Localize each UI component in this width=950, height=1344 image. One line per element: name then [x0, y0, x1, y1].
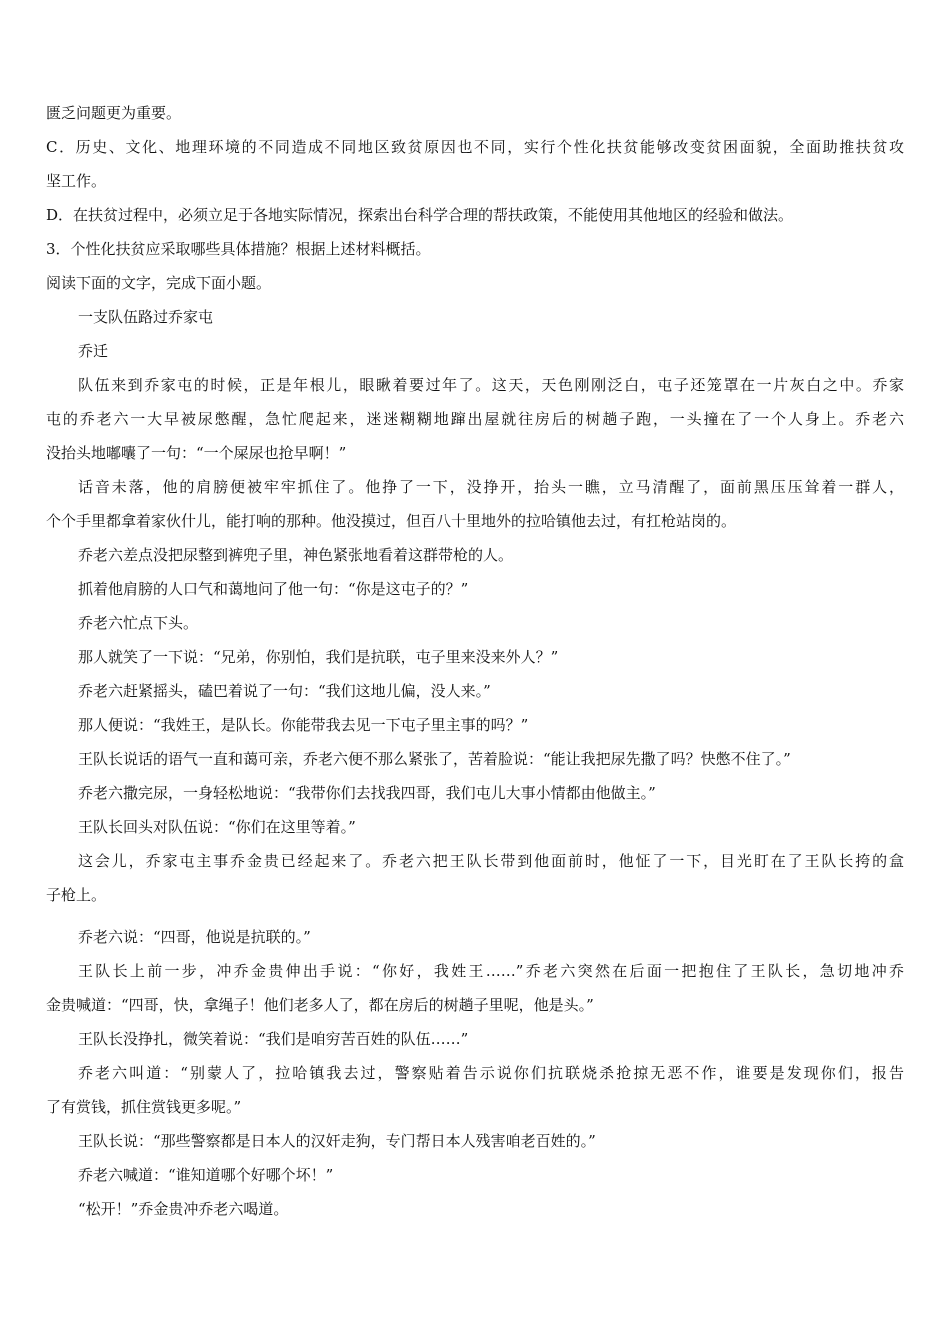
text-line: 话音未落，他的肩膀便被牢牢抓住了。他挣了一下，没挣开，抬头一瞧，立马清醒了，面前黑压压耸着一群人， — [78, 478, 904, 496]
text-line: 队伍来到乔家屯的时候，正是年根儿，眼瞅着要过年了。这天，天色刚刚泛白，屯子还笼罩在一片灰白之中。乔家 — [78, 376, 904, 394]
text-line: 王队长没挣扎，微笑着说：“我们是咱穷苦百姓的队伍……” — [78, 1030, 469, 1048]
text-line: 乔老六忙点下头。 — [78, 614, 199, 632]
text-line: 匮乏问题更为重要。 — [46, 104, 182, 122]
text-line: 这会儿，乔家屯主事乔金贵已经起来了。乔老六把王队长带到他面前时，他怔了一下，目光盯在了王队长挎的盒 — [78, 852, 904, 870]
text-line: 王队长上前一步，冲乔金贵伸出手说：“你好，我姓王……”乔老六突然在后面一把抱住了王队长，急切地冲乔 — [78, 962, 904, 980]
text-line: 抓着他肩膀的人口气和蔼地问了他一句：“你是这屯子的？” — [78, 580, 469, 598]
text-line: C．历史、文化、地理环境的不同造成不同地区致贫原因也不同，实行个性化扶贫能够改变贫困面貌，全面助推扶贫攻 — [46, 138, 904, 156]
text-line: 阅读下面的文字，完成下面小题。 — [46, 274, 272, 292]
text-line: 那人便说：“我姓王，是队长。你能带我去见一下屯子里主事的吗？” — [78, 716, 529, 734]
text-line: 乔迁 — [78, 342, 109, 360]
text-line: 乔老六喊道：“谁知道哪个好哪个坏！” — [78, 1166, 334, 1184]
text-line: 3．个性化扶贫应采取哪些具体措施？根据上述材料概括。 — [46, 240, 431, 258]
document-body — [46, 96, 904, 1226]
text-line: 子枪上。 — [46, 886, 107, 904]
text-line: 乔老六赶紧摇头，磕巴着说了一句：“我们这地儿偏，没人来。” — [78, 682, 491, 700]
text-line: 了有赏钱，抓住赏钱更多呢。” — [46, 1098, 242, 1116]
text-line: 乔老六叫道：“别蒙人了，拉哈镇我去过，警察贴着告示说你们抗联烧杀抢掠无恶不作，谁要是发现你们，报告 — [78, 1064, 904, 1082]
text-line: 一支队伍路过乔家屯 — [78, 308, 214, 326]
text-line: 屯的乔老六一大早被尿憋醒，急忙爬起来，迷迷糊糊地蹿出屋就往房后的树趟子跑，一头撞在了一个人身上。乔老六 — [46, 410, 904, 428]
text-line: 王队长说：“那些警察都是日本人的汉奸走狗，专门帮日本人残害咱老百姓的。” — [78, 1132, 596, 1150]
text-line: “松开！”乔金贵冲乔老六喝道。 — [78, 1200, 289, 1218]
text-line: 没抬头地嘟囔了一句：“一个屎尿也抢早啊！” — [46, 444, 347, 462]
text-line: 坚工作。 — [46, 172, 107, 190]
text-line: 那人就笑了一下说：“兄弟，你别怕，我们是抗联，屯子里来没来外人？” — [78, 648, 559, 666]
text-line: 王队长说话的语气一直和蔼可亲，乔老六便不那么紧张了，苦着脸说：“能让我把尿先撒了吗？快憋不住了。” — [78, 750, 791, 768]
text-line: 乔老六说：“四哥，他说是抗联的。” — [78, 928, 311, 946]
text-line: 金贵喊道：“四哥，快，拿绳子！他们老多人了，都在房后的树趟子里呢，他是头。” — [46, 996, 594, 1014]
text-line: 乔老六撒完尿，一身轻松地说：“我带你们去找我四哥，我们屯儿大事小情都由他做主。” — [78, 784, 656, 802]
text-line: 乔老六差点没把尿整到裤兜子里，神色紧张地看着这群带枪的人。 — [78, 546, 514, 564]
text-line: 王队长回头对队伍说：“你们在这里等着。” — [78, 818, 356, 836]
text-line: 个个手里都拿着家伙什儿，能打响的那种。他没摸过，但百八十里地外的拉哈镇他去过，有扛枪站岗的。 — [46, 512, 737, 530]
text-line: D．在扶贫过程中，必须立足于各地实际情况，探索出台科学合理的帮扶政策，不能使用其他地区的经验和做法。 — [46, 206, 794, 224]
